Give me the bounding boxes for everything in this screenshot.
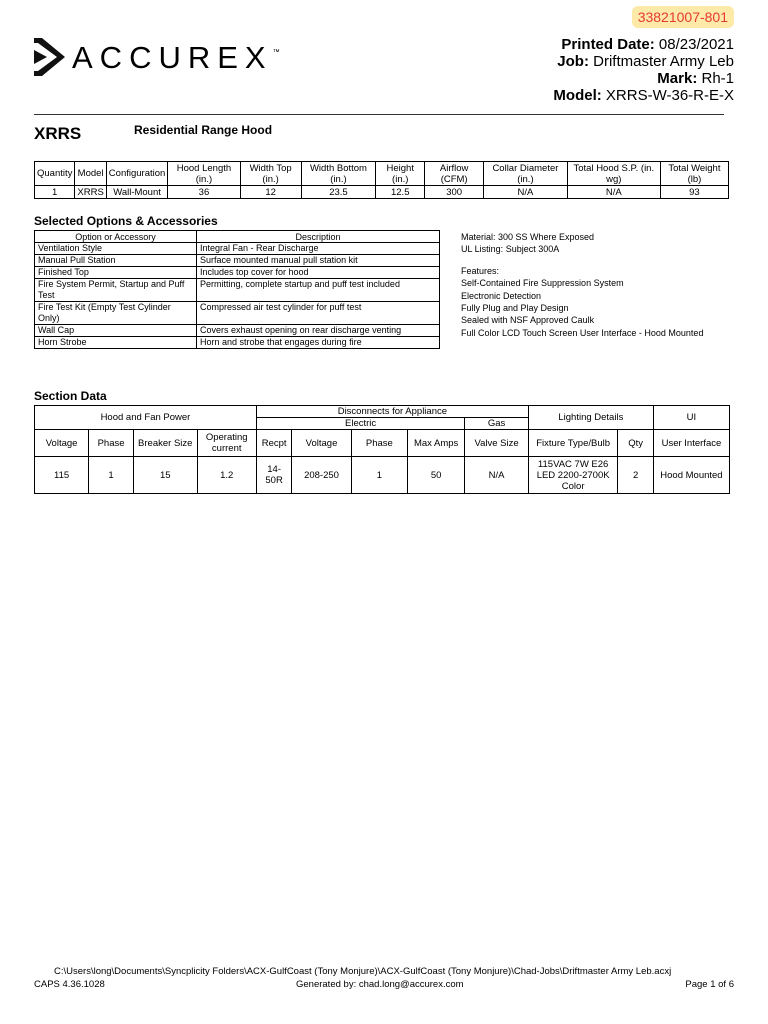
spec-cell: 1 [35, 186, 75, 199]
section-cell: 15 [133, 457, 197, 494]
option-name: Horn Strobe [35, 337, 197, 349]
spec-cell: 12 [240, 186, 301, 199]
section-cell: 50 [407, 457, 464, 494]
option-name: Wall Cap [35, 325, 197, 337]
logo-wordmark: ACCUREX™ [72, 39, 280, 75]
feature-item: Fully Plug and Play Design [461, 303, 569, 314]
spec-header: Configuration [106, 162, 168, 186]
group-ui: UI [653, 406, 729, 430]
spec-header: Model [75, 162, 106, 186]
options-table [34, 230, 440, 349]
group-hood-fan-power: Hood and Fan Power [35, 406, 257, 430]
document-number-stamp: 33821007-801 [632, 6, 734, 28]
section-cell: N/A [465, 457, 529, 494]
mark-line: Mark: Rh-1 [657, 70, 734, 87]
spec-cell: XRRS [75, 186, 106, 199]
options-row [35, 255, 440, 267]
section-header: Fixture Type/Bulb [528, 430, 618, 457]
spec-row [35, 186, 729, 199]
section-cell: 14-50R [256, 457, 291, 494]
model-line: Model: XRRS-W-36-R-E-X [553, 87, 734, 104]
section-header-row [35, 430, 730, 457]
option-description: Surface mounted manual pull station kit [197, 255, 440, 267]
spec-header: Quantity [35, 162, 75, 186]
options-header-row [35, 231, 440, 243]
feature-item: Full Color LCD Touch Screen User Interface - Hood Mounted [461, 327, 704, 338]
option-name: Fire Test Kit (Empty Test Cylinder Only) [35, 302, 197, 325]
section-cell: 1 [351, 457, 407, 494]
options-row [35, 337, 440, 349]
options-row [35, 243, 440, 255]
spec-cell: N/A [484, 186, 568, 199]
printed-date-line: Printed Date: 08/23/2021 [561, 36, 734, 53]
section-cell: 115VAC 7W E26 LED 2200-2700K Color [528, 457, 618, 494]
spec-header: Total Hood S.P. (in. wg) [567, 162, 660, 186]
option-description: Integral Fan - Rear Discharge [197, 243, 440, 255]
option-name: Finished Top [35, 267, 197, 279]
spec-cell: 36 [168, 186, 240, 199]
footer-generated-by: Generated by: chad.long@accurex.com [296, 979, 464, 990]
section-header: Valve Size [465, 430, 529, 457]
section-data-title: Section Data [34, 389, 107, 403]
spec-table [34, 161, 729, 199]
section-group-row [35, 406, 730, 418]
spec-cell: 12.5 [376, 186, 425, 199]
section-header: Voltage [292, 430, 351, 457]
section-cell: 115 [35, 457, 89, 494]
options-row [35, 302, 440, 325]
accurex-logo [34, 38, 280, 76]
section-header: Operating current [197, 430, 256, 457]
subgroup-gas: Gas [465, 418, 529, 430]
spec-header: Height (in.) [376, 162, 425, 186]
options-row [35, 267, 440, 279]
spec-header-row [35, 162, 729, 186]
feature-item: Self-Contained Fire Suppression System [461, 278, 624, 289]
header-divider [34, 114, 724, 115]
feature-item: Electronic Detection [461, 290, 542, 301]
section-cell: 1 [89, 457, 134, 494]
section-data-table [34, 405, 730, 494]
product-description: Residential Range Hood [134, 123, 273, 137]
section-cell: Hood Mounted [653, 457, 729, 494]
job-line: Job: Driftmaster Army Leb [557, 53, 734, 70]
footer-file-path: C:\Users\long\Documents\Syncplicity Folders\ACX-GulfCoast (Tony Monjure)\ACX-GulfCoast (Tony Monjure)\Chad-Jobs\Driftmaster Army Leb.acxj [54, 966, 672, 977]
section-data-row [35, 457, 730, 494]
option-description: Includes top cover for hood [197, 267, 440, 279]
accurex-chevron-icon [34, 38, 66, 76]
section-cell: 2 [618, 457, 653, 494]
spec-header: Airflow (CFM) [425, 162, 484, 186]
footer-page-number: Page 1 of 6 [685, 979, 734, 990]
section-header: Phase [351, 430, 407, 457]
footer-version: CAPS 4.36.1028 [34, 979, 105, 990]
product-code: XRRS [34, 124, 82, 143]
section-header: Max Amps [407, 430, 464, 457]
option-description: Covers exhaust opening on rear discharge venting [197, 325, 440, 337]
material-note: Material: 300 SS Where Exposed [461, 232, 595, 242]
options-row [35, 325, 440, 337]
options-title: Selected Options & Accessories [34, 214, 218, 228]
spec-cell: Wall-Mount [106, 186, 168, 199]
features-label: Features: [461, 265, 500, 276]
options-header: Description [197, 231, 440, 243]
section-header: Voltage [35, 430, 89, 457]
option-description: Horn and strobe that engages during fire [197, 337, 440, 349]
subgroup-electric: Electric [256, 418, 464, 430]
spec-header: Total Weight (lb) [660, 162, 728, 186]
group-lighting-details: Lighting Details [528, 406, 653, 430]
spec-header: Collar Diameter (in.) [484, 162, 568, 186]
section-header: User Interface [653, 430, 729, 457]
spec-cell: N/A [567, 186, 660, 199]
section-cell: 208-250 [292, 457, 351, 494]
section-cell: 1.2 [197, 457, 256, 494]
spec-cell: 23.5 [301, 186, 376, 199]
option-name: Fire System Permit, Startup and Puff Test [35, 279, 197, 302]
spec-header: Width Bottom (in.) [301, 162, 376, 186]
option-name: Ventilation Style [35, 243, 197, 255]
ul-listing-note: UL Listing: Subject 300A [461, 244, 560, 255]
section-header: Recpt [256, 430, 291, 457]
spec-header: Width Top (in.) [240, 162, 301, 186]
options-header: Option or Accessory [35, 231, 197, 243]
options-row [35, 279, 440, 302]
section-header: Breaker Size [133, 430, 197, 457]
document-header-info [553, 36, 734, 104]
option-description: Compressed air test cylinder for puff test [197, 302, 440, 325]
spec-cell: 300 [425, 186, 484, 199]
section-header: Phase [89, 430, 134, 457]
option-description: Permitting, complete startup and puff test included [197, 279, 440, 302]
section-header: Qty [618, 430, 653, 457]
spec-header: Hood Length (in.) [168, 162, 240, 186]
group-disconnects: Disconnects for Appliance [256, 406, 528, 418]
product-notes [461, 231, 703, 339]
feature-item: Sealed with NSF Approved Caulk [461, 315, 595, 326]
option-name: Manual Pull Station [35, 255, 197, 267]
spec-cell: 93 [660, 186, 728, 199]
